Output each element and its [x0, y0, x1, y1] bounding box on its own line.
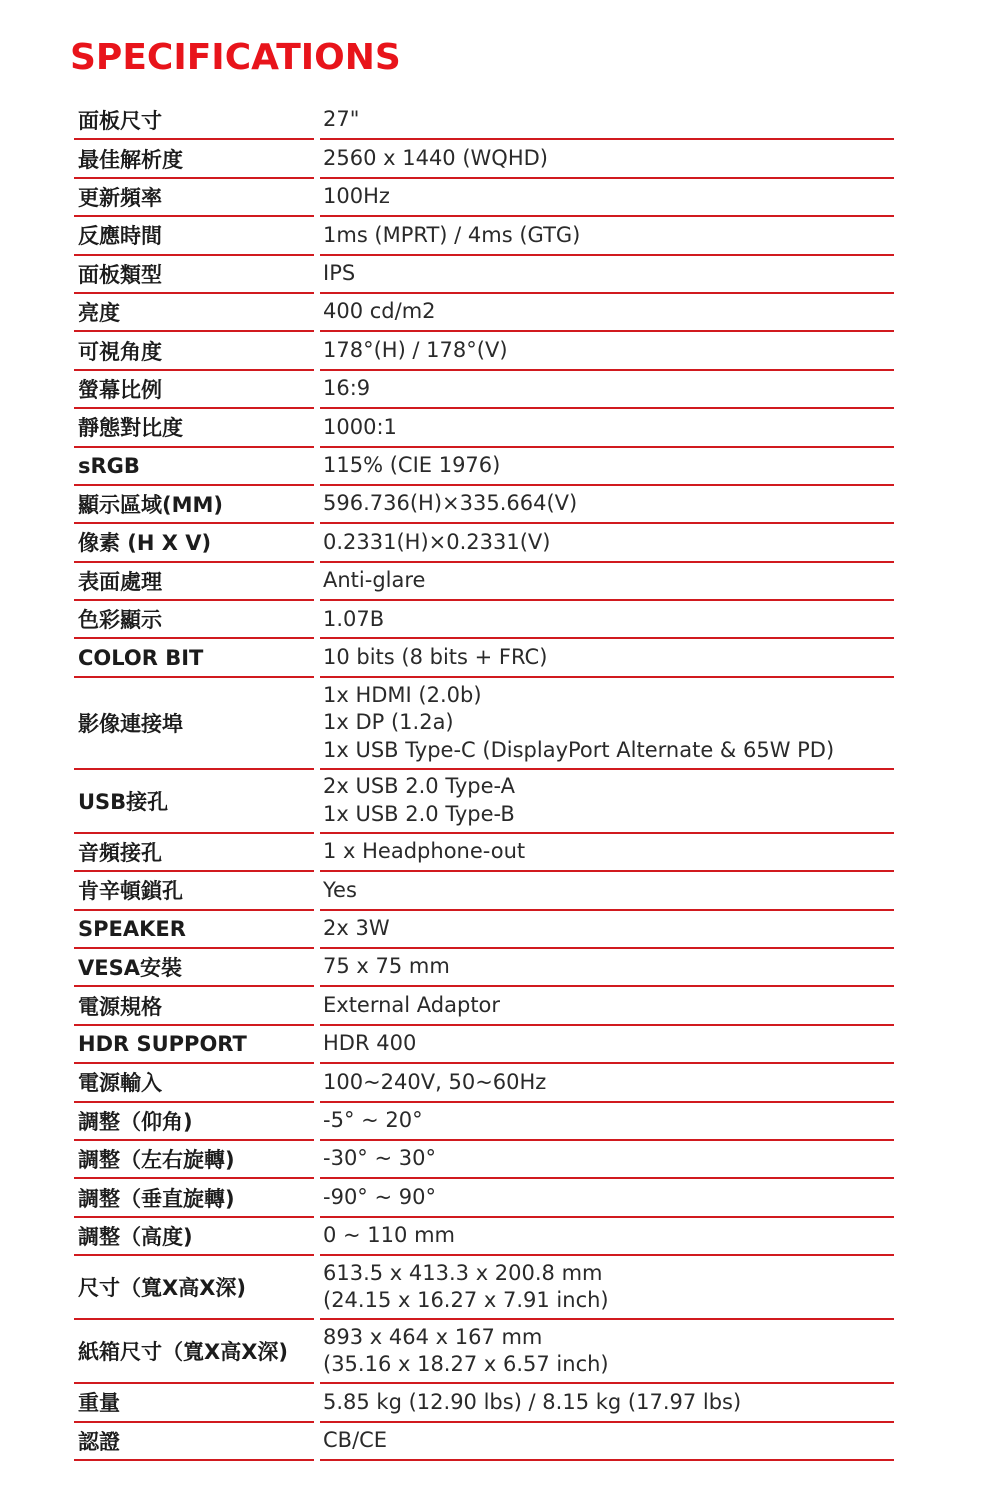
- spec-value: [320, 563, 894, 601]
- page-title: SPECIFICATIONS: [70, 37, 401, 78]
- spec-label: 顯示區域(MM): [74, 486, 314, 524]
- spec-value-line: 27": [323, 107, 360, 132]
- spec-value-line: 100~240V, 50~60Hz: [323, 1069, 547, 1094]
- spec-label: 螢幕比例: [74, 371, 314, 409]
- spec-row: [74, 1218, 894, 1256]
- spec-value: [320, 409, 894, 447]
- spec-label: 調整（仰角): [74, 1103, 314, 1141]
- spec-label: 靜態對比度: [74, 409, 314, 447]
- spec-row: [74, 1064, 894, 1102]
- spec-value-line: -90° ~ 90°: [323, 1184, 436, 1209]
- spec-label: SPEAKER: [74, 911, 314, 949]
- spec-label: 調整（高度): [74, 1218, 314, 1256]
- spec-value-line: -30° ~ 30°: [323, 1146, 436, 1171]
- spec-label: 電源輸入: [74, 1064, 314, 1102]
- spec-value: [320, 1103, 894, 1141]
- spec-value-line: 613.5 x 413.3 x 200.8 mm: [323, 1260, 603, 1285]
- spec-value: [320, 987, 894, 1025]
- spec-label: 影像連接埠: [74, 678, 314, 770]
- spec-row: [74, 1384, 894, 1422]
- spec-row: [74, 102, 894, 140]
- spec-value: [320, 140, 894, 178]
- spec-value-line: Yes: [323, 877, 357, 902]
- spec-label: 認證: [74, 1423, 314, 1461]
- spec-label: VESA安裝: [74, 949, 314, 987]
- spec-label: HDR SUPPORT: [74, 1026, 314, 1064]
- spec-row: [74, 140, 894, 178]
- spec-label: 音頻接孔: [74, 834, 314, 872]
- spec-value: [320, 524, 894, 562]
- spec-label: USB接孔: [74, 770, 314, 834]
- spec-row: [74, 601, 894, 639]
- spec-value: [320, 371, 894, 409]
- spec-value-line: 1.07B: [323, 606, 385, 631]
- spec-value-line: 0.2331(H)×0.2331(V): [323, 529, 551, 554]
- spec-value: [320, 1423, 894, 1461]
- spec-value: [320, 949, 894, 987]
- spec-label: 紙箱尺寸（寬X高X深): [74, 1320, 314, 1384]
- spec-row: [74, 1256, 894, 1320]
- spec-value-line: -5° ~ 20°: [323, 1108, 423, 1133]
- spec-row: [74, 987, 894, 1025]
- spec-value-line: 16:9: [323, 376, 371, 401]
- spec-value-line: External Adaptor: [323, 992, 501, 1017]
- spec-value-line: 1x HDMI (2.0b): [323, 682, 482, 707]
- spec-row: [74, 1103, 894, 1141]
- spec-row: [74, 1026, 894, 1064]
- spec-value: [320, 911, 894, 949]
- spec-value: [320, 486, 894, 524]
- spec-label: 最佳解析度: [74, 140, 314, 178]
- spec-row: [74, 256, 894, 294]
- spec-label: 更新頻率: [74, 179, 314, 217]
- spec-row: [74, 770, 894, 834]
- spec-value-line: 1x DP (1.2a): [323, 710, 454, 735]
- spec-value: [320, 1218, 894, 1256]
- spec-row: [74, 486, 894, 524]
- spec-label: 面板類型: [74, 256, 314, 294]
- spec-value-line: 0 ~ 110 mm: [323, 1223, 455, 1248]
- spec-value-line: 1000:1: [323, 414, 397, 439]
- spec-value: [320, 1064, 894, 1102]
- spec-value: [320, 872, 894, 910]
- spec-row: [74, 371, 894, 409]
- spec-value: [320, 770, 894, 834]
- spec-row: [74, 1141, 894, 1179]
- spec-label: 色彩顯示: [74, 601, 314, 639]
- spec-value: [320, 256, 894, 294]
- spec-row: [74, 524, 894, 562]
- spec-label: 反應時間: [74, 217, 314, 255]
- spec-label: 肯辛頓鎖孔: [74, 872, 314, 910]
- spec-value: [320, 1384, 894, 1422]
- spec-value-line: 893 x 464 x 167 mm: [323, 1324, 543, 1349]
- spec-value: [320, 102, 894, 140]
- spec-value: [320, 639, 894, 677]
- spec-value-line: 5.85 kg (12.90 lbs) / 8.15 kg (17.97 lbs): [323, 1389, 742, 1414]
- spec-value: [320, 1141, 894, 1179]
- spec-value-line: 1x USB 2.0 Type-B: [323, 801, 515, 826]
- spec-value: [320, 601, 894, 639]
- spec-value-line: Anti-glare: [323, 568, 426, 593]
- spec-value-line: 2560 x 1440 (WQHD): [323, 145, 548, 170]
- spec-value-line: IPS: [323, 261, 356, 285]
- spec-row: [74, 332, 894, 370]
- spec-label: 尺寸（寬X高X深): [74, 1256, 314, 1320]
- spec-value-line: (35.16 x 18.27 x 6.57 inch): [323, 1352, 609, 1377]
- spec-row: [74, 1423, 894, 1461]
- spec-value-line: CB/CE: [323, 1427, 388, 1452]
- spec-label: COLOR BIT: [74, 639, 314, 677]
- spec-row: [74, 834, 894, 872]
- spec-row: [74, 1179, 894, 1217]
- spec-value: [320, 1320, 894, 1384]
- spec-value-line: 178°(H) / 178°(V): [323, 337, 508, 362]
- spec-label: 重量: [74, 1384, 314, 1422]
- spec-label: 調整（左右旋轉): [74, 1141, 314, 1179]
- spec-row: [74, 563, 894, 601]
- spec-value: [320, 217, 894, 255]
- spec-value: [320, 1256, 894, 1320]
- spec-value-line: 1 x Headphone-out: [323, 839, 526, 864]
- spec-value-line: 100Hz: [323, 184, 390, 209]
- spec-value-line: 10 bits (8 bits + FRC): [323, 644, 548, 669]
- spec-value-line: (24.15 x 16.27 x 7.91 inch): [323, 1288, 609, 1313]
- spec-row: [74, 872, 894, 910]
- spec-value-line: 1x USB Type-C (DisplayPort Alternate & 65W PD): [323, 737, 835, 762]
- spec-label: 調整（垂直旋轉): [74, 1179, 314, 1217]
- spec-label: 像素 (H X V): [74, 524, 314, 562]
- spec-label: 面板尺寸: [74, 102, 314, 140]
- spec-value-line: HDR 400: [323, 1031, 417, 1056]
- spec-value: [320, 294, 894, 332]
- spec-value: [320, 448, 894, 486]
- spec-value-line: 75 x 75 mm: [323, 954, 450, 979]
- spec-label: 亮度: [74, 294, 314, 332]
- spec-value: [320, 332, 894, 370]
- spec-value: [320, 1026, 894, 1064]
- spec-value-line: 1ms (MPRT) / 4ms (GTG): [323, 222, 581, 247]
- specifications-table: [74, 102, 894, 1461]
- spec-value-line: 115% (CIE 1976): [323, 452, 501, 477]
- spec-value: [320, 678, 894, 770]
- spec-value: [320, 1179, 894, 1217]
- spec-value: [320, 834, 894, 872]
- spec-row: [74, 217, 894, 255]
- spec-value-line: 400 cd/m2: [323, 299, 436, 324]
- spec-label: 可視角度: [74, 332, 314, 370]
- spec-value-line: 2x USB 2.0 Type-A: [323, 774, 516, 799]
- spec-row: [74, 448, 894, 486]
- spec-row: [74, 949, 894, 987]
- spec-row: [74, 1320, 894, 1384]
- spec-label: 電源規格: [74, 987, 314, 1025]
- spec-row: [74, 678, 894, 770]
- spec-row: [74, 179, 894, 217]
- spec-label: sRGB: [74, 448, 314, 486]
- spec-row: [74, 639, 894, 677]
- spec-row: [74, 294, 894, 332]
- spec-value-line: 2x 3W: [323, 916, 390, 941]
- spec-row: [74, 409, 894, 447]
- spec-value: [320, 179, 894, 217]
- spec-row: [74, 911, 894, 949]
- spec-value-line: 596.736(H)×335.664(V): [323, 491, 578, 516]
- spec-label: 表面處理: [74, 563, 314, 601]
